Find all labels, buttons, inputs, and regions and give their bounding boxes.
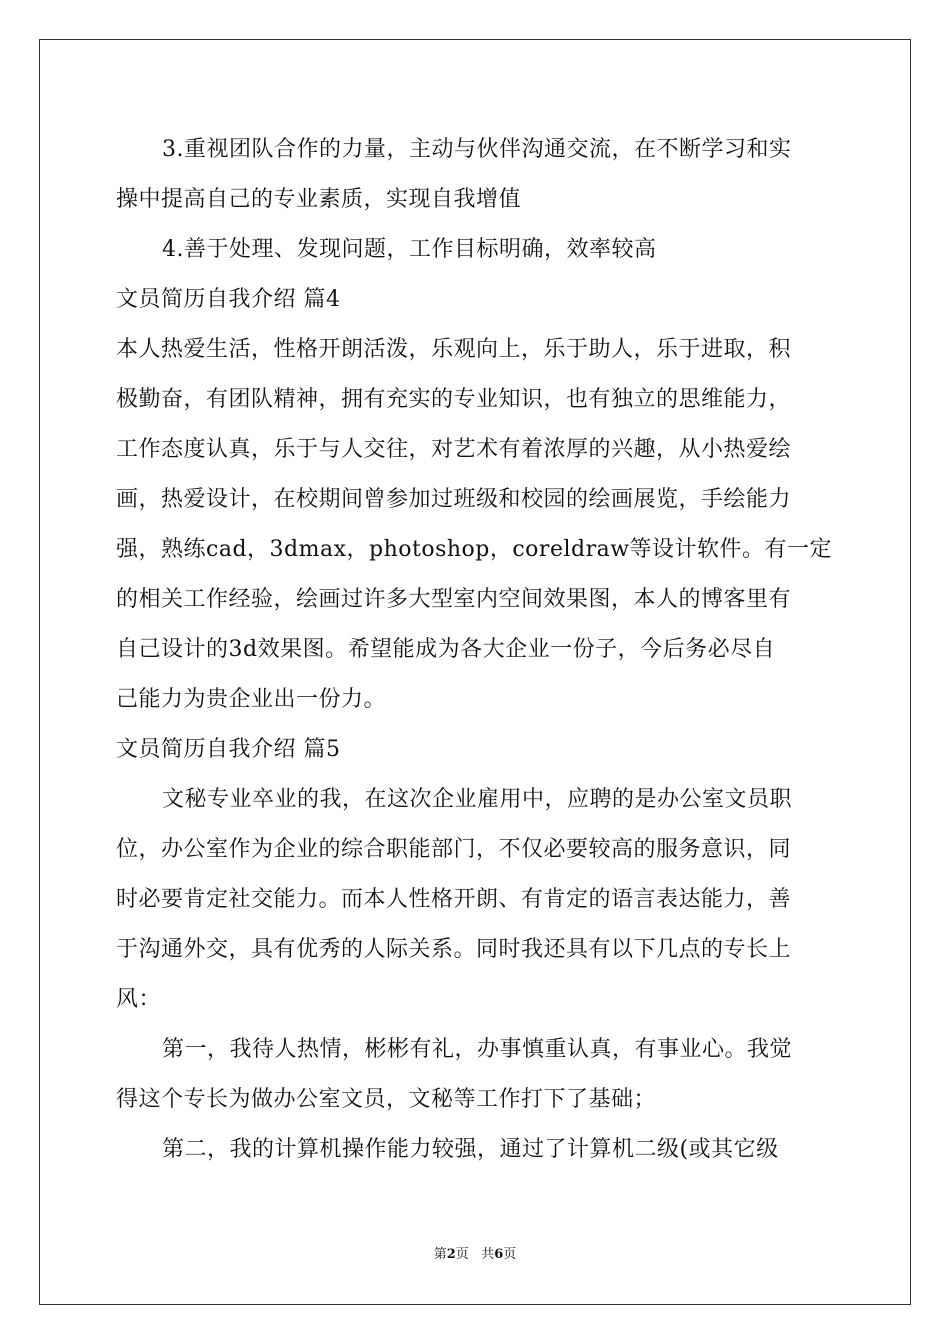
text-line: 自己设计的3d效果图。希望能成为各大企业一份子，今后务必尽自 bbox=[116, 637, 776, 662]
section-heading: 文员简历自我介绍 篇4 bbox=[116, 287, 341, 312]
total-pages: 6 bbox=[494, 1247, 504, 1262]
text-line: 3.重视团队合作的力量，主动与伙伴沟通交流，在不断学习和实 bbox=[162, 137, 792, 162]
text-line: 工作态度认真，乐于与人交往，对艺术有着浓厚的兴趣，从小热爱绘 bbox=[116, 437, 792, 462]
text-line: 风： bbox=[116, 987, 162, 1012]
text-line: 极勤奋，有团队精神，拥有充实的专业知识，也有独立的思维能力， bbox=[116, 387, 792, 412]
text-line: 于沟通外交，具有优秀的人际关系。同时我还具有以下几点的专长上 bbox=[116, 937, 792, 962]
section-heading: 文员简历自我介绍 篇5 bbox=[116, 737, 341, 762]
page-suffix: 页 bbox=[455, 1247, 469, 1262]
text-line: 的相关工作经验，绘画过许多大型室内空间效果图，本人的博客里有 bbox=[116, 587, 792, 612]
page-border bbox=[39, 39, 911, 1305]
text-line: 本人热爱生活，性格开朗活泼，乐观向上，乐于助人，乐于进取，积 bbox=[116, 337, 792, 362]
total-suffix: 页 bbox=[503, 1247, 517, 1262]
text-line: 4.善于处理、发现问题，工作目标明确，效率较高 bbox=[162, 237, 657, 262]
text-line: 得这个专长为做办公室文员，文秘等工作打下了基础； bbox=[116, 1087, 657, 1112]
total-prefix: 共 bbox=[481, 1247, 495, 1262]
text-line: 强，熟练cad，3dmax，photoshop，coreldraw等设计软件。有一定 bbox=[116, 537, 833, 562]
page-prefix: 第 bbox=[433, 1247, 447, 1262]
text-line: 位，办公室作为企业的综合职能部门，不仅必要较高的服务意识，同 bbox=[116, 837, 792, 862]
page-footer bbox=[0, 1246, 950, 1264]
text-line: 时必要肯定社交能力。而本人性格开朗、有肯定的语言表达能力，善 bbox=[116, 887, 792, 912]
text-line: 己能力为贵企业出一份力。 bbox=[116, 687, 387, 712]
text-line: 文秘专业卒业的我，在这次企业雇用中，应聘的是办公室文员职 bbox=[162, 787, 793, 812]
text-line: 操中提高自己的专业素质，实现自我增值 bbox=[116, 187, 522, 212]
text-line: 第一，我待人热情，彬彬有礼，办事慎重认真，有事业心。我觉 bbox=[162, 1037, 793, 1062]
text-line: 第二，我的计算机操作能力较强，通过了计算机二级(或其它级 bbox=[162, 1137, 779, 1162]
text-line: 画，热爱设计，在校期间曾参加过班级和校园的绘画展览，手绘能力 bbox=[116, 487, 792, 512]
page-number: 2 bbox=[446, 1247, 456, 1262]
